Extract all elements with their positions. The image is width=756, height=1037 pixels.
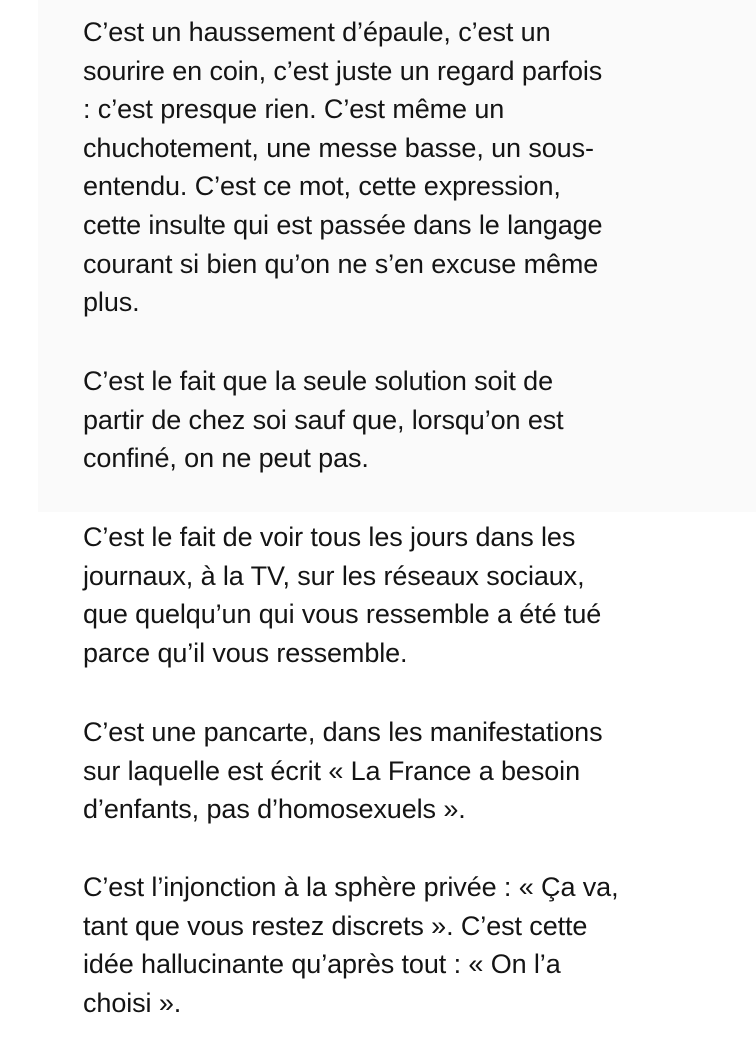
paragraph-1: C’est un haussement d’épaule, c’est un sourire en coin, c’est juste un regard parfois : c’est presque rien. C’est même un chuchotement, une messe basse, un sous- entendu. C’est ce mot, cette expression, cette insulte qui est passée dans le langage courant si bien qu’on ne s’en excuse même plus. bbox=[83, 17, 603, 318]
paragraph-3: C’est le fait de voir tous les jours dans les journaux, à la TV, sur les réseaux sociaux, que quelqu’un qui vous ressemble a été tué parce qu’il vous ressemble. bbox=[83, 522, 602, 668]
paragraph-4: C’est une pancarte, dans les manifestations sur laquelle est écrit « La France a besoin d’enfants, pas d’homosexuels ». bbox=[83, 717, 603, 825]
paragraph-5: C’est l’injonction à la sphère privée : « Ça va, tant que vous restez discrets ». C’est cette idée hallucinante qu’après tout : « On l’a choisi ». bbox=[83, 872, 619, 1018]
paragraph-2: C’est le fait que la seule solution soit de partir de chez soi sauf que, lorsqu’on est confiné, on ne peut pas. bbox=[83, 366, 564, 474]
